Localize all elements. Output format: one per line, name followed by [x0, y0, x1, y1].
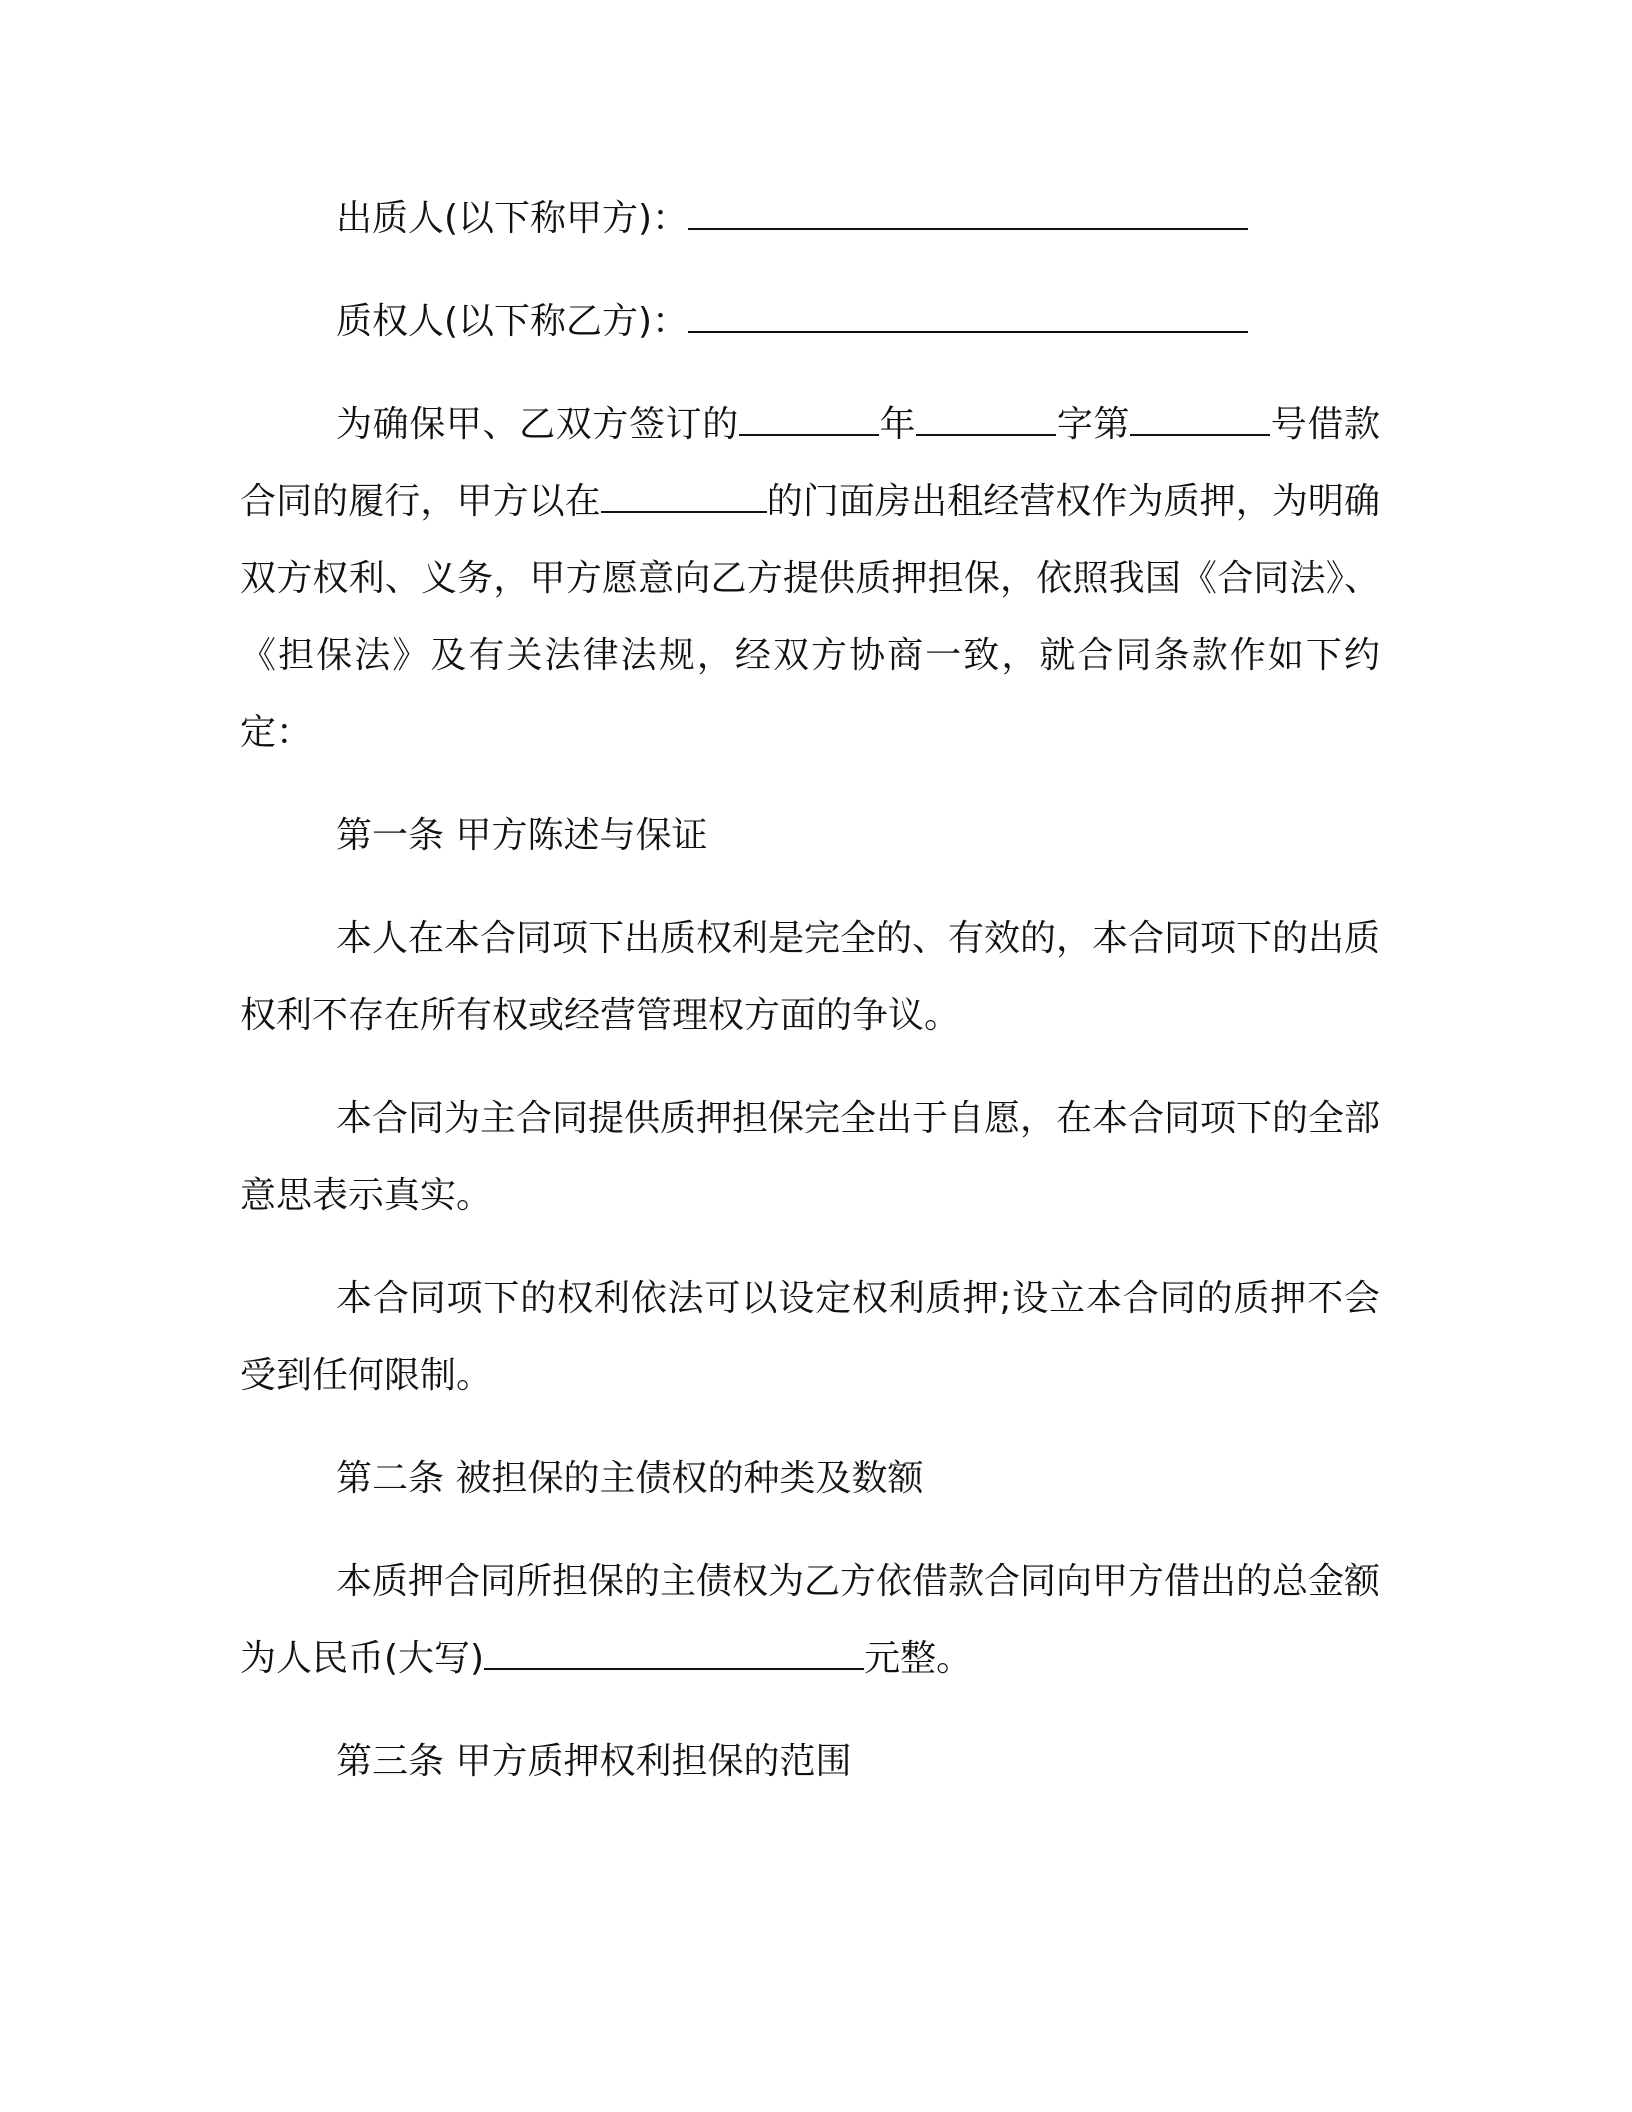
- pledgee-blank: [688, 301, 1248, 333]
- prefix-blank: [916, 404, 1056, 436]
- pledgor-blank: [688, 198, 1248, 230]
- article-1-para-3: 本合同项下的权利依法可以设定权利质押;设立本合同的质押不会受到任何限制。: [240, 1278, 1380, 1396]
- preamble-text-1: 为确保甲、乙双方签订的: [336, 404, 739, 445]
- location-blank: [601, 481, 767, 513]
- preamble-text-2: 年: [878, 404, 917, 445]
- pledgee-label: 质权人(以下称乙方)：: [336, 301, 689, 342]
- preamble-text-3: 字第: [1056, 404, 1131, 445]
- article-2-title: 第二条 被担保的主债权的种类及数额: [336, 1458, 924, 1499]
- pledgor-line: [240, 180, 1380, 257]
- pledgee-line: [240, 283, 1380, 360]
- amount-blank: [484, 1638, 864, 1670]
- contract-body: [240, 180, 1380, 1826]
- number-blank: [1130, 404, 1270, 436]
- article-1-title: 第一条 甲方陈述与保证: [336, 815, 708, 856]
- article-2-text-1: 本质押合同所担保的主债权为乙方依借款合同向甲方借出的总金额为人民币(大写): [240, 1561, 1381, 1679]
- article-2-text-2: 元整。: [864, 1638, 973, 1679]
- preamble-text-5: 的门面房出租经营权作为质押，为明确双方权利、义务，甲方愿意向乙方提供质押担保，依照我国《合同法》、《担保法》及有关法律法规，经双方协商一致，就合同条款作如下约定：: [240, 481, 1380, 753]
- pledgor-label: 出质人(以下称甲方)：: [336, 198, 689, 239]
- preamble-paragraph: [240, 386, 1380, 771]
- article-1-para-2: 本合同为主合同提供质押担保完全出于自愿，在本合同项下的全部意思表示真实。: [240, 1098, 1381, 1216]
- year-blank: [739, 404, 879, 436]
- article-1-para-1: 本人在本合同项下出质权利是完全的、有效的，本合同项下的出质权利不存在所有权或经营管理权方面的争议。: [240, 918, 1381, 1036]
- article-3-title: 第三条 甲方质押权利担保的范围: [336, 1741, 852, 1782]
- preamble-text-4: 号借款合同的履行，甲方以在: [240, 404, 1380, 522]
- article-2-para-1: [240, 1543, 1380, 1697]
